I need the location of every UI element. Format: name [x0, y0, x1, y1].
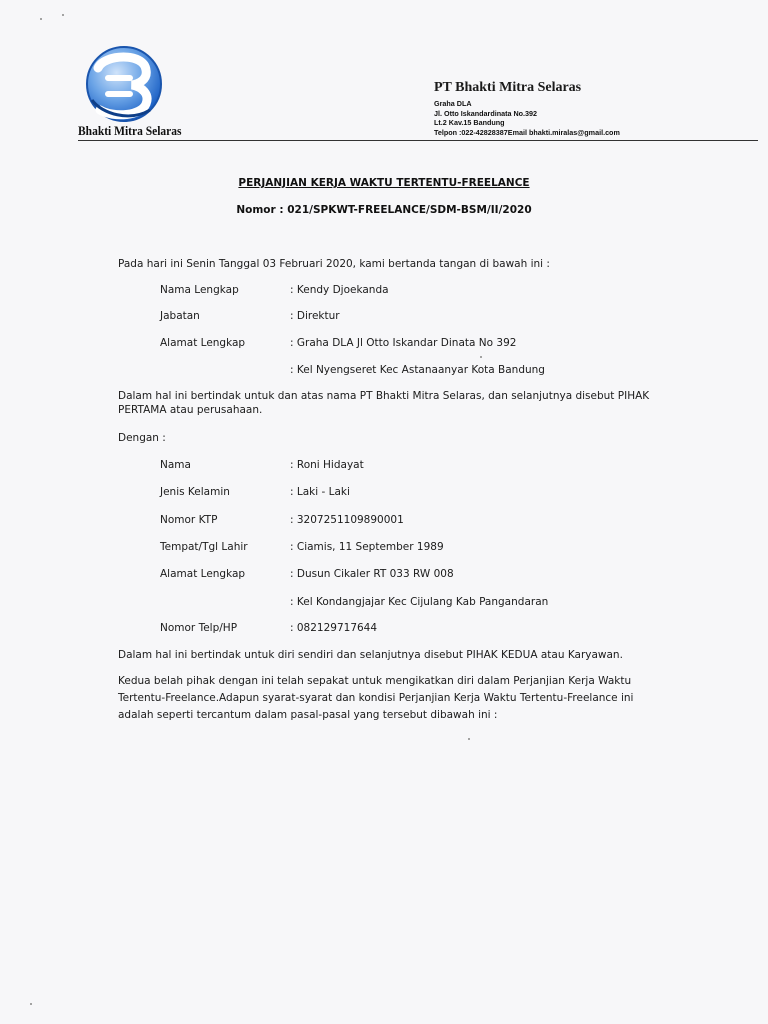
party1-statement-line: PERTAMA atau perusahaan. [118, 404, 263, 416]
company-info [434, 80, 754, 137]
party2-label: Tempat/Tgl Lahir [160, 541, 248, 553]
scan-speck [40, 18, 42, 20]
company-name: PT Bhakti Mitra Selaras [434, 80, 582, 95]
party2-statement: Dalam hal ini bertindak untuk diri sendiri dan selanjutnya disebut PIHAK KEDUA atau Karyawan. [118, 649, 623, 661]
party1-value: : Kel Nyengseret Kec Astanaanyar Kota Bandung [290, 364, 545, 376]
party1-value: : Direktur [290, 310, 340, 322]
address-line: Lt.2 Kav.15 Bandung [434, 118, 505, 128]
party2-label: Nomor Telp/HP [160, 622, 238, 634]
closing-line: adalah seperti tercantum dalam pasal-pasal yang tersebut dibawah ini : [118, 709, 498, 721]
party2-label: Jenis Kelamin [160, 486, 230, 498]
party1-statement-line: Dalam hal ini bertindak untuk dan atas nama PT Bhakti Mitra Selaras, dan selanjutnya disebut PIHAK [118, 390, 650, 402]
party2-label: Alamat Lengkap [160, 568, 246, 580]
party1-label: Alamat Lengkap [160, 337, 246, 349]
scan-speck [468, 738, 470, 740]
party2-value: : Ciamis, 11 September 1989 [290, 541, 444, 553]
closing-line: Tertentu-Freelance.Adapun syarat-syarat dan kondisi Perjanjian Kerja Waktu Tertentu-Freelance ini [118, 692, 634, 704]
party2-value: : Roni Hidayat [290, 459, 364, 471]
scan-speck [480, 356, 482, 358]
party1-value: : Kendy Djoekanda [290, 284, 389, 296]
party2-value: : Laki - Laki [290, 486, 350, 498]
address-line: Telpon :022-42828387Email bhakti.miralas@gmail.com [434, 127, 620, 137]
scan-speck [62, 14, 64, 16]
party2-value: : 082129717644 [290, 622, 378, 634]
address-line: Graha DLA [434, 99, 472, 108]
intro-text: Pada hari ini Senin Tanggal 03 Februari 2020, kami bertanda tangan di bawah ini : [118, 258, 550, 270]
party2-label: Nama [160, 459, 191, 471]
document-title: PERJANJIAN KERJA WAKTU TERTENTU-FREELANCE [238, 177, 530, 189]
party2-value: : Dusun Cikaler RT 033 RW 008 [290, 568, 454, 580]
scan-speck [30, 1003, 32, 1005]
document-number: Nomor : 021/SPKWT-FREELANCE/SDM-BSM/II/2020 [236, 204, 532, 216]
party1-value: : Graha DLA Jl Otto Iskandar Dinata No 392 [290, 337, 517, 349]
closing-line: Kedua belah pihak dengan ini telah sepakat untuk mengikatkan diri dalam Perjanjian Kerja Waktu [118, 675, 632, 687]
party2-value: : 3207251109890001 [290, 514, 404, 526]
address-line: Jl. Otto Iskandardinata No.392 [434, 108, 538, 118]
party2-label: Nomor KTP [160, 514, 218, 526]
header-divider [78, 140, 758, 141]
party1-label: Jabatan [160, 310, 200, 322]
party1-label: Nama Lengkap [160, 284, 239, 296]
party2-value: : Kel Kondangjajar Kec Cijulang Kab Pangandaran [290, 596, 549, 608]
logo-text: Bhakti Mitra Selaras [78, 124, 182, 138]
with-label: Dengan : [118, 432, 166, 444]
